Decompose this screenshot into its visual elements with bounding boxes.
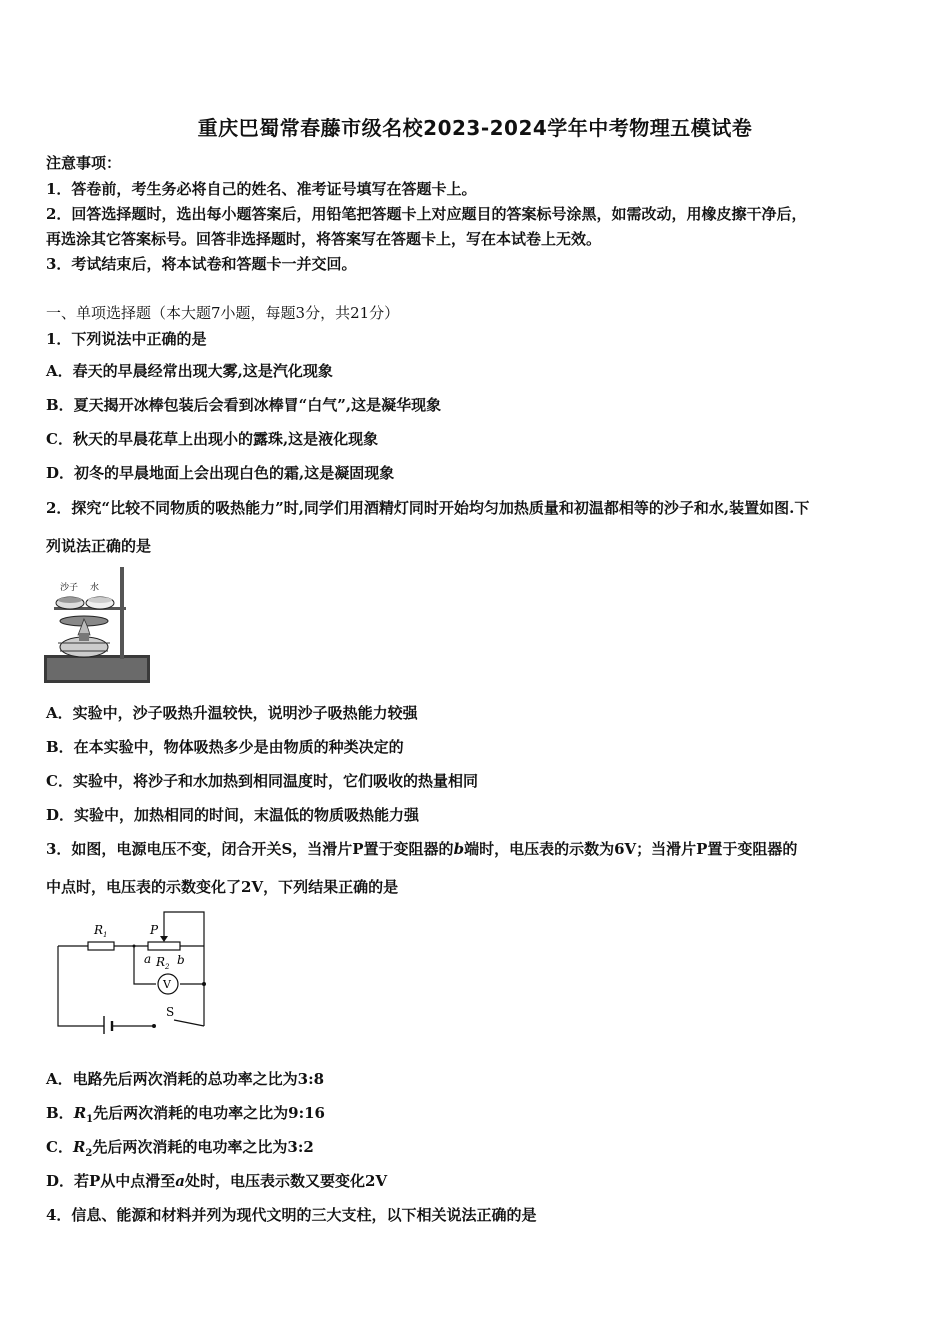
q3-endpoint-b: b	[453, 840, 465, 858]
q3-stem-line2: 中点时，电压表的示数变化了2V，下列结果正确的是	[46, 878, 399, 896]
page-title: 重庆巴蜀常春藤市级名校2023-2024学年中考物理五模试卷	[197, 116, 753, 140]
q2-option-d: D．实验中，加热相同的时间，末温低的物质吸热能力强	[46, 806, 420, 824]
q1-option-d: D．初冬的早晨地面上会出现白色的霜,这是凝固现象	[46, 464, 395, 482]
section-heading: 一、单项选择题（本大题7小题，每题3分，共21分）	[46, 304, 400, 322]
q2-option-b: B．在本实验中，物体吸热多少是由物质的种类决定的	[46, 738, 404, 756]
notice-item-2-cont: 再选涂其它答案标号。回答非选择题时，将答案写在答题卡上，写在本试卷上无效。	[46, 230, 602, 248]
voltmeter-label: V	[163, 978, 171, 991]
q1-option-c: C．秋天的早晨花草上出现小的露珠,这是液化现象	[46, 430, 379, 448]
q3-circuit-diagram	[54, 908, 214, 1034]
label-a: a	[144, 952, 152, 966]
water-label: 水	[90, 583, 100, 593]
q3-option-d: D．若P从中点滑至a处时，电压表示数又要变化2V	[46, 1172, 388, 1190]
label-r2: $R_2$	[156, 955, 170, 971]
notice-item-3: 3．考试结束后，将本试卷和答题卡一并交回。	[46, 255, 357, 273]
sand-label: 沙子	[60, 583, 79, 593]
label-p: P	[150, 923, 159, 937]
q2-stem-line2: 列说法正确的是	[46, 537, 152, 555]
q2-option-c: C．实验中，将沙子和水加热到相同温度时，它们吸收的热量相同	[46, 772, 478, 790]
apparatus-base-top	[47, 658, 147, 680]
q1-option-b: B．夏天揭开冰棒包装后会看到冰棒冒“白气”,这是凝华现象	[46, 396, 442, 414]
q3-option-c: C．$R_2$先后两次消耗的电功率之比为3:2	[46, 1138, 314, 1159]
notice-heading: 注意事项：	[46, 154, 122, 172]
resistor-r1	[88, 942, 114, 950]
q4-stem: 4．信息、能源和材料并列为现代文明的三大支柱，以下相关说法正确的是	[46, 1206, 537, 1224]
notice-item-2: 2．回答选择题时，选出每小题答案后，用铅笔把答题卡上对应题目的答案标号涂黑，如需改动，用橡皮擦干净后，	[46, 205, 807, 223]
label-s: S	[166, 1005, 175, 1019]
label-b: b	[177, 953, 185, 967]
apparatus-stand-rod	[120, 567, 124, 659]
q1-option-a: A．春天的早晨经常出现大雾,这是汽化现象	[46, 362, 333, 380]
q3-option-b: B．$R_1$先后两次消耗的电功率之比为9:16	[46, 1104, 325, 1125]
wire-left-bottom	[58, 946, 104, 1026]
q3-stem-line1: 3．如图，电源电压不变，闭合开关S，当滑片P置于变阻器的b端时，电压表的示数为6V；当滑片P置于变阻器的	[46, 840, 798, 858]
label-r1: $R_1$	[94, 923, 108, 939]
q3-option-a: A．电路先后两次消耗的总功率之比为3:8	[46, 1070, 325, 1088]
q1-stem: 1．下列说法中正确的是	[46, 330, 207, 348]
lamp-wick-holder	[79, 633, 89, 641]
rheostat-r2	[148, 942, 180, 950]
notice-item-1: 1．答卷前，考生务必将自己的姓名、准考证号填写在答题卡上。	[46, 180, 477, 198]
q2-option-a: A．实验中，沙子吸热升温较快，说明沙子吸热能力较强	[46, 704, 418, 722]
switch-blade	[174, 1020, 204, 1026]
q2-stem-line1: 2．探究“比较不同物质的吸热能力”时,同学们用酒精灯同时开始均匀加热质量和初温都相等的沙子和水,装置如图.下	[46, 499, 810, 517]
q2-apparatus-figure	[44, 563, 152, 685]
